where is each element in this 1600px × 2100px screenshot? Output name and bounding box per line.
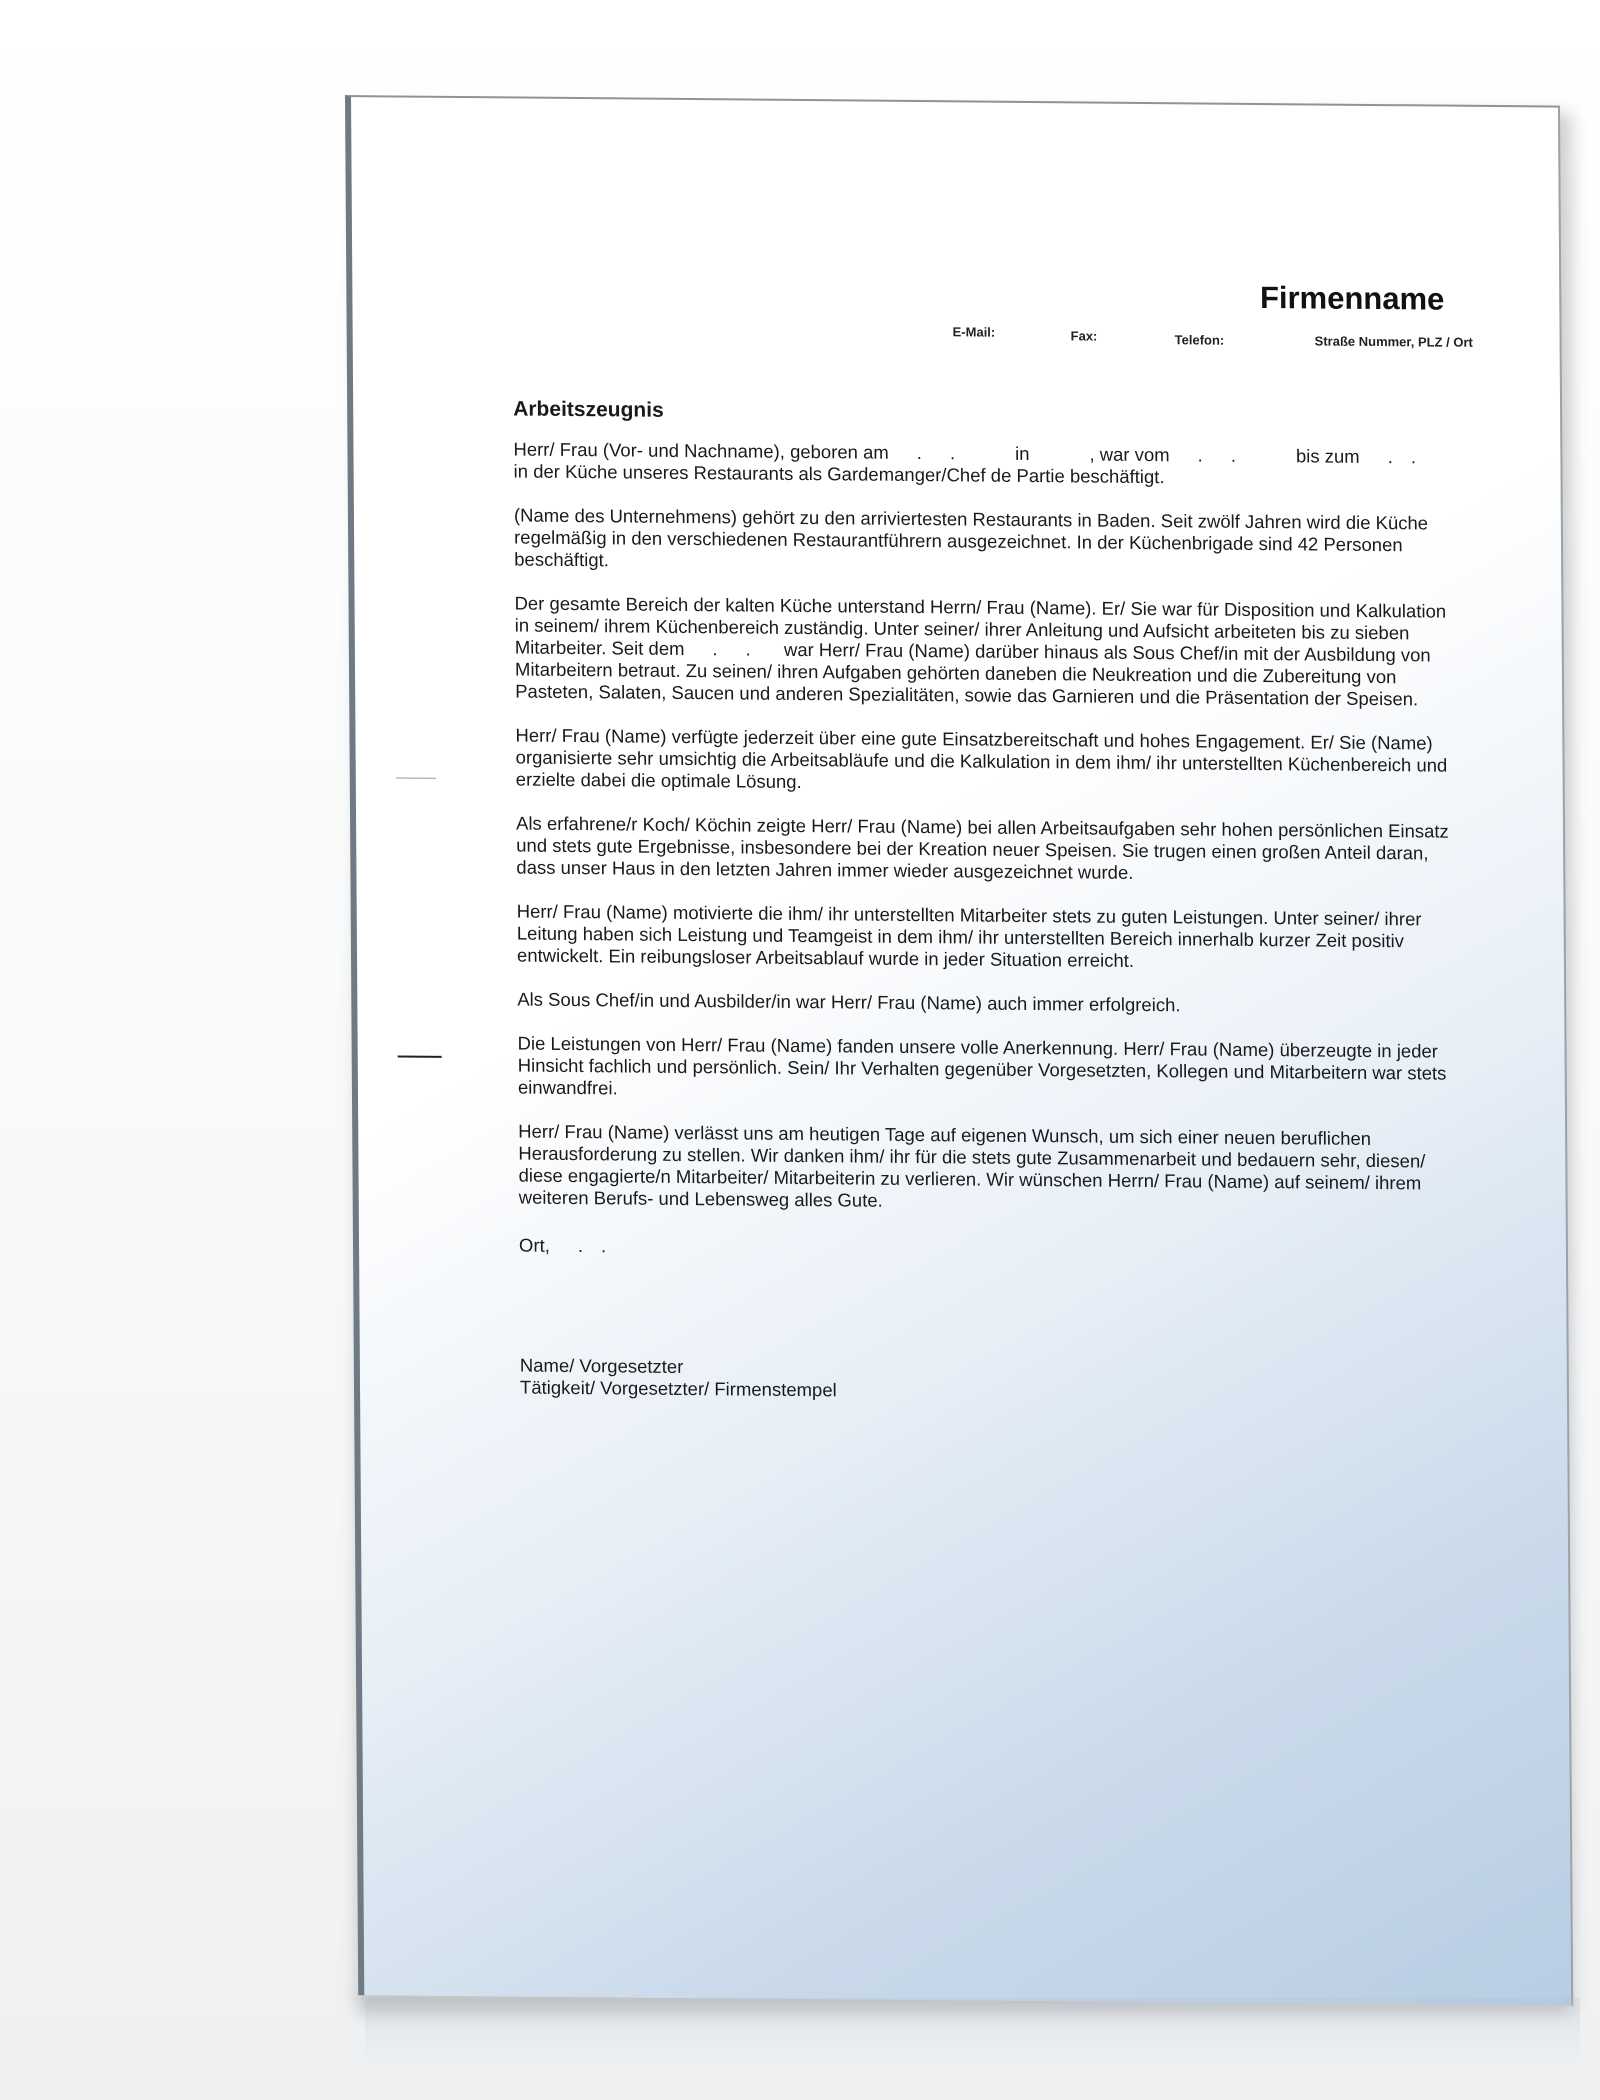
duties-text: Der gesamte Bereich der kalten Küche unterstand Herrn/ Frau (Name). Er/ Sie war für Disposition und Kalkulation in seinem/ ihrem Küchenbereich zuständig. Unter seiner/ ihrer Anleitung und Aufsicht arbeiteten bis zu sieben Mitarbeiter. Seit dem xyxy=(514,592,1447,659)
letterhead xyxy=(1260,280,1445,318)
signature-role: Tätigkeit/ Vorgesetzter/ Firmenstempel xyxy=(519,1376,837,1401)
leadership-paragraph: Herr/ Frau (Name) motivierte die ihm/ ihr unterstellten Mitarbeiter stets zu guten Leistungen. Unter seiner/ ihrer Leitung haben sich Leistung und Teamgeist in dem ihm/ ihr unterstellten Bereich innerhalb kurzer Zeit positiv entwickelt. Ein reibungsloser Arbeitsablauf wurde in jeder Situation erreicht. xyxy=(516,900,1422,971)
date-placeholder-dot: . xyxy=(1410,446,1417,468)
date-placeholder-dot: . xyxy=(745,638,751,660)
duties-paragraph xyxy=(514,592,1465,710)
letter-body xyxy=(513,398,1470,1406)
document-preview xyxy=(345,95,1560,1995)
punch-mark xyxy=(398,1055,442,1057)
duties-text-2: war Herr/ Frau (Name) darüber hinaus als Sous Chef/in mit der Ausbildung von Mitarbeitern betraut. Zu seinen/ ihren Aufgaben gehörten daneben die Neukreation und die Zubereitung von Pasteten, Salaten, Saucen und anderen Spezialitäten, sowie das Garnieren und die Präsentation der Speisen. xyxy=(514,638,1431,710)
phone-label: Telefon: xyxy=(1174,332,1225,348)
date-placeholder-dot: . xyxy=(916,441,922,464)
date-placeholder-dot: . xyxy=(949,442,956,464)
document-title: Arbeitszeugnis xyxy=(513,397,664,422)
signature-block xyxy=(520,1355,1470,1407)
page-reflection xyxy=(365,1998,1580,2068)
conduct-paragraph: Die Leistungen von Herr/ Frau (Name) fanden unsere volle Anerkennung. Herr/ Frau (Name) überzeugte in jeder Hinsicht fachlich und persönlich. Sein/ Ihr Verhalten gegenüber Vorgesetzten, Kollegen und Mitarbeitern war stets einwandfrei. xyxy=(517,1032,1447,1099)
company-paragraph: (Name des Unternehmens) gehört zu den arriviertesten Restaurants in Baden. Seit zwölf Jahren wird die Küche regelmäßig in den verschiedenen Restaurantführern ausgezeichnet. In der Küchenbrigade sind 42 Personen beschäftigt. xyxy=(513,504,1429,571)
intro-in: in xyxy=(1014,442,1030,464)
date-placeholder-dot: . xyxy=(600,1235,607,1257)
intro-text-2: in der Küche unseres Restaurants als Gardemanger/Chef de Partie beschäftigt. xyxy=(513,460,1165,488)
place-date-line xyxy=(519,1235,1469,1265)
performance-paragraph: Als erfahrene/r Koch/ Köchin zeigte Herr/ Frau (Name) bei allen Arbeitsaufgaben sehr hohen persönlichen Einsatz und stets gute Ergebnisse, insbesondere bei der Kreation neuer Speisen. Sie trugen einen großen Anteil daran, dass unser Haus in den letzten Jahren immer wieder ausgezeichnet wurde. xyxy=(515,812,1449,883)
date-placeholder-dot: . xyxy=(1197,444,1203,466)
intro-bis-zum: bis zum xyxy=(1295,445,1360,467)
trainer-paragraph: Als Sous Chef/in und Ausbilder/in war Herr/ Frau (Name) auch immer erfolgreich. xyxy=(517,988,1181,1016)
date-placeholder-dot: . xyxy=(577,1235,584,1257)
date-placeholder-dot: . xyxy=(712,638,718,660)
intro-war-vom: , war vom xyxy=(1089,443,1170,466)
date-placeholder-dot: . xyxy=(1387,446,1393,468)
intro-paragraph xyxy=(513,438,1463,490)
fax-label: Fax: xyxy=(1070,328,1098,344)
signature-name: Name/ Vorgesetzter xyxy=(519,1354,684,1377)
document-page xyxy=(345,95,1573,2006)
intro-text: Herr/ Frau (Vor- und Nachname), geboren am xyxy=(513,438,889,463)
company-name: Firmenname xyxy=(1259,279,1445,317)
farewell-paragraph: Herr/ Frau (Name) verlässt uns am heutigen Tage auf eigenen Wunsch, um sich einer neuen beruflichen Herausforderung zu stellen. Wir danken ihm/ ihr für die stets gute Zusammenarbeit und bedauern sehr, diesen/ diese engagierte/n Mitarbeiter/ Mitarbeiterin zu verlieren. Wir wünschen Herrn/ Frau (Name) auf seinem/ ihrem weiteren Berufs- und Lebensweg alles Gute. xyxy=(518,1120,1426,1211)
date-placeholder-dot: . xyxy=(1230,444,1236,466)
place-label: Ort, xyxy=(518,1234,550,1256)
email-label: E-Mail: xyxy=(952,324,996,340)
company-address: Straße Nummer, PLZ / Ort xyxy=(1314,333,1473,350)
fold-mark xyxy=(396,777,436,778)
contact-row xyxy=(952,324,1473,350)
engagement-paragraph: Herr/ Frau (Name) verfügte jederzeit über eine gute Einsatzbereitschaft und hohes Engagement. Er/ Sie (Name) organisierte sehr umsichtig die Arbeitsabläufe und die Kalkulation in dem ihm/ ihr unterstellten Küchenbereich und erzielte dabei die optimale Lösung. xyxy=(515,724,1448,793)
